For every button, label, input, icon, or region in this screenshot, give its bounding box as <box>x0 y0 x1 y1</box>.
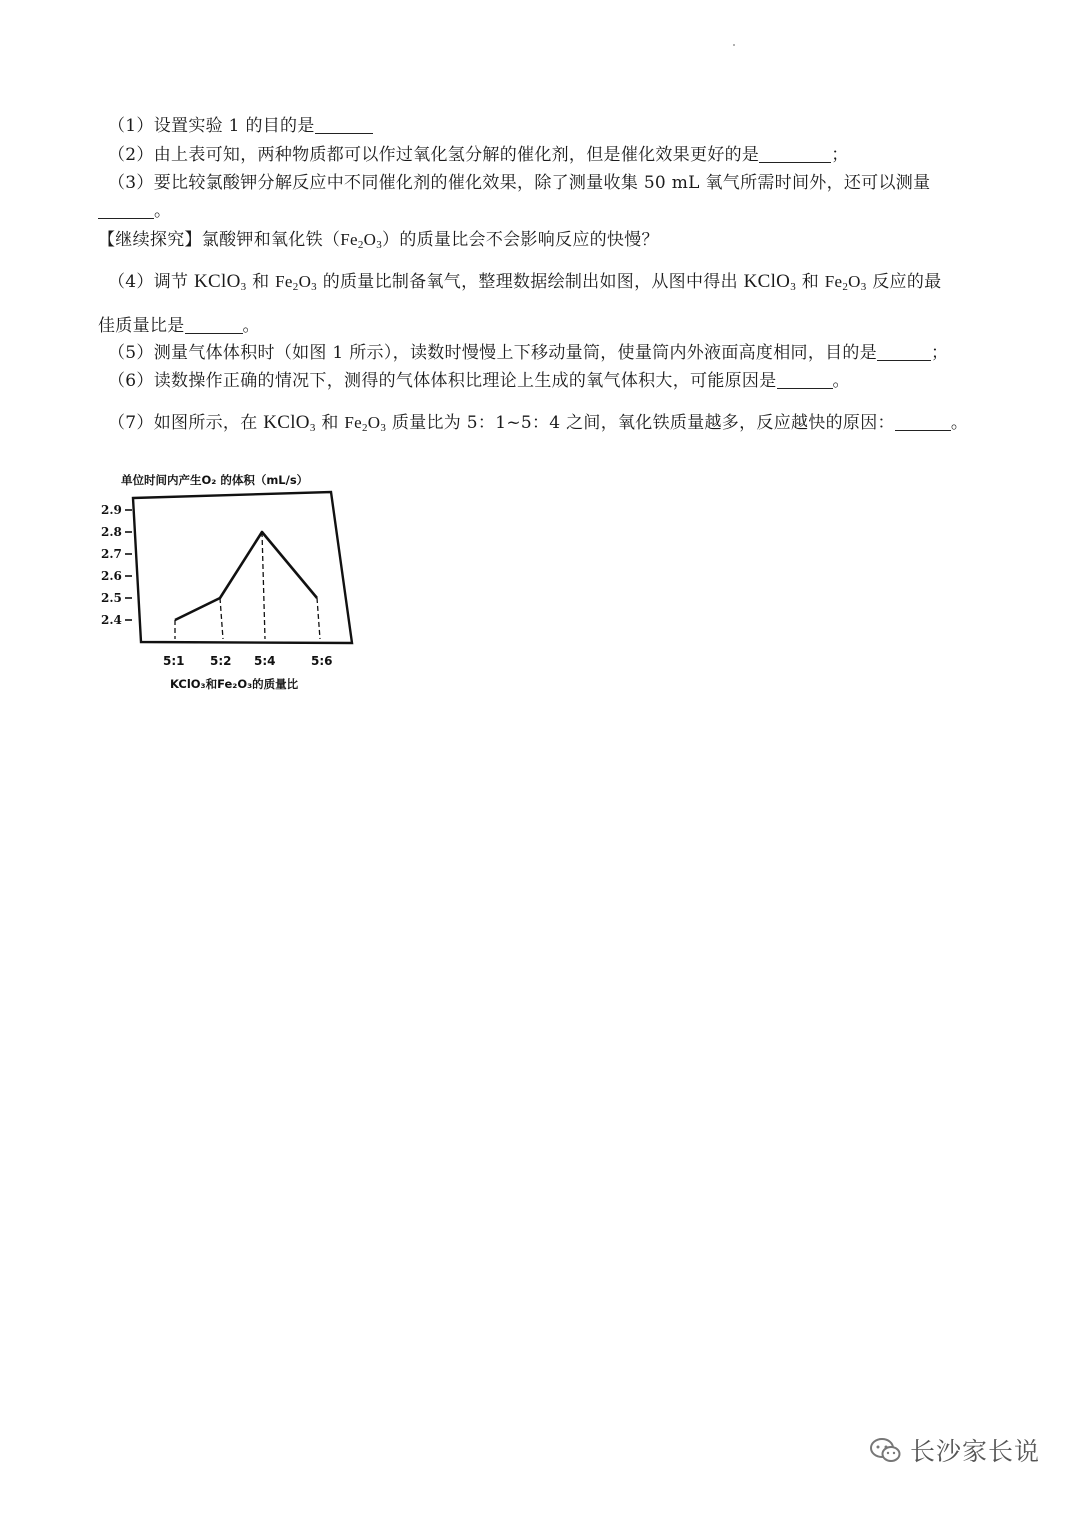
answer-blank[interactable] <box>877 342 931 361</box>
wechat-icon <box>868 1435 904 1465</box>
answer-blank[interactable] <box>185 315 243 334</box>
question-6: （6）读数操作正确的情况下，测得的气体体积比理论上生成的氧气体积大，可能原因是 。 <box>108 371 850 391</box>
question-5: （5）测量气体体积时（如图 1 所示），读数时慢慢上下移动量筒，使量筒内外液面高度相同，目的是 ； <box>108 343 949 363</box>
y-tick-label: 2.9 <box>101 503 122 517</box>
y-axis <box>101 503 132 627</box>
question-3-line2: 。 <box>98 199 171 223</box>
drop-line <box>220 598 223 639</box>
drop-lines <box>175 532 320 639</box>
y-tick-label: 2.6 <box>101 569 122 583</box>
x-tick-label: 5:6 <box>311 654 333 668</box>
x-tick-label: 5:4 <box>254 654 276 668</box>
x-tick-label: 5:2 <box>210 654 232 668</box>
drop-line <box>317 598 320 639</box>
drop-line <box>262 532 265 639</box>
answer-blank[interactable] <box>895 412 951 431</box>
question-4-line2: 佳质量比是 。 <box>98 316 260 336</box>
y-tick-label: 2.8 <box>101 525 122 539</box>
answer-blank[interactable] <box>98 200 154 219</box>
answer-blank[interactable] <box>759 144 831 163</box>
plot-frame <box>133 492 352 643</box>
question-4: （4）调节 KClO$_3$ 和 $Fe_2O_3$ 的质量比制备氧气，整理数据绘制出如图，从图中得出 KClO$_3$ 和 $Fe_2O_3$ 反应的最 <box>108 271 942 293</box>
watermark <box>868 1432 1040 1468</box>
chart-title: 单位时间内产生O₂ 的体积（mL/s） <box>121 473 309 487</box>
answer-blank[interactable] <box>777 370 833 389</box>
y-tick-label: 2.7 <box>101 547 122 561</box>
x-axis-label: KClO₃和Fe₂O₃的质量比 <box>170 677 299 691</box>
continue-explore: 【继续探究】氯酸钾和氧化铁$(Fe_2O_3)$的质量比会不会影响反应的快慢？ <box>98 230 659 251</box>
question-2: （2）由上表可知，两种物质都可以作过氧化氢分解的催化剂，但是催化效果更好的是 ； <box>108 145 849 165</box>
question-1: （1）设置实验 1 的目的是 <box>108 114 373 138</box>
question-7: （7）如图所示，在 KClO$_3$ 和 $Fe_2O_3$ 质量比为 5：1~5：4 之间，氧化铁质量越多，反应越快的原因： 。 <box>108 412 969 434</box>
question-3: （3）要比较氯酸钾分解反应中不同催化剂的催化效果，除了测量收集 50 mL 氧气所需时间外，还可以测量 <box>108 173 931 193</box>
y-tick-label: 2.5 <box>101 591 122 605</box>
line-chart <box>95 462 360 694</box>
series-line <box>175 532 317 620</box>
x-tick-label: 5:1 <box>163 654 185 668</box>
y-tick-label: 2.4 <box>101 613 122 627</box>
scan-speck <box>733 44 735 46</box>
x-axis <box>163 654 333 668</box>
watermark-text: 长沙家长说 <box>910 1437 1041 1466</box>
answer-blank[interactable] <box>315 115 373 134</box>
